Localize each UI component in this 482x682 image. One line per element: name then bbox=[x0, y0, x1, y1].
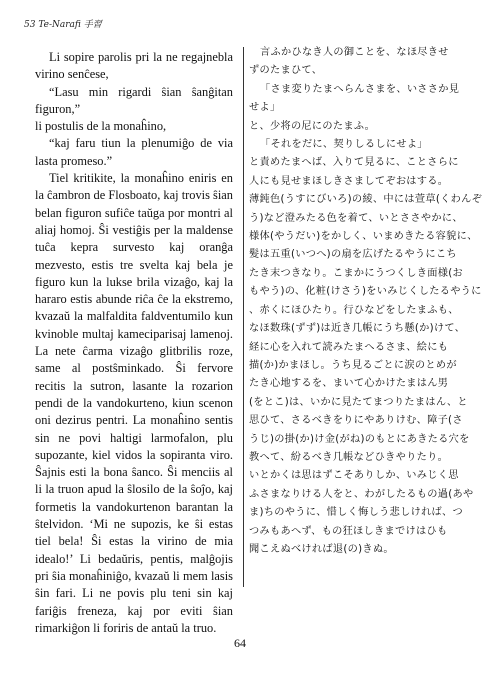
japanese-line: たき末つきなり。こまかにうつくしき面様(お bbox=[249, 267, 464, 279]
esperanto-column bbox=[35, 49, 233, 637]
japanese-line: ふさまなりける人をと、わがしたるもの過(あや bbox=[249, 488, 474, 500]
japanese-line: (をとこ)は、いかに見たてまつりたまはん、と bbox=[249, 396, 468, 408]
japanese-line: 様体(やうだい)をかしく、いまめきたる容貌に、 bbox=[249, 231, 478, 243]
japanese-line: 髪は五重(いつへ)の扇を広げたるやうにこち bbox=[249, 249, 457, 261]
japanese-line: うじ)の掛(か)け金(がね)のもとにあきたる穴を bbox=[249, 433, 470, 445]
japanese-line: 経に心を入れて読みたまへるさま、絵にも bbox=[249, 341, 449, 353]
japanese-line: ま)ちのやうに、惜しく悔しう悲しければ、つ bbox=[249, 507, 464, 519]
japanese-line: と、少将の尼にのたまふ。 bbox=[249, 120, 376, 132]
japanese-line: 、赤くにほひたり。行ひなどをしたまふも、 bbox=[249, 304, 459, 316]
japanese-line: いとかくは思はずこそありしか、いみじく思 bbox=[249, 470, 459, 482]
japanese-line: たき心地するを、まいて心かけたまはん男 bbox=[249, 378, 449, 390]
japanese-line: もやう)の、化粧(けさう)をいみじくしたるやうに bbox=[249, 286, 482, 298]
japanese-column bbox=[249, 44, 482, 559]
japanese-line: と責めたまへば、入りて見るに、ことさらに bbox=[249, 157, 459, 169]
page-number: 64 bbox=[234, 636, 246, 650]
japanese-line: 「さま変りたまへらんさまを、いささか見 bbox=[260, 83, 460, 95]
esperanto-paragraph: “Lasu min rigardi ŝian ŝanĝitan figuron,” bbox=[35, 84, 233, 116]
japanese-line: う)など澄みたる色を着て、いとささやかに、 bbox=[249, 212, 463, 224]
japanese-line: 言ふかひなき人の御ことを、なほ尽きせ bbox=[260, 47, 449, 58]
running-header: 53 Te-Narafi 手習 bbox=[24, 20, 102, 30]
esperanto-paragraph: li postulis de la monaĥino, bbox=[35, 119, 167, 134]
japanese-line: 人にも見せまほしきさましてぞおはする。 bbox=[249, 175, 449, 187]
japanese-line: 描(か)かまほし。うち見るごとに涙のとめが bbox=[249, 359, 457, 371]
japanese-line: 聞こえぬべければ退(の)きぬ。 bbox=[249, 543, 394, 555]
japanese-line: 薄鈍色(うすにびいろ)の綾、中には萱草(くわんぞ bbox=[249, 194, 482, 206]
japanese-line: ずのたまひて、 bbox=[249, 65, 323, 77]
japanese-line: なほ数珠(ずず)は近き几帳にうち懸(か)けて、 bbox=[249, 323, 466, 335]
esperanto-paragraph: Li sopire parolis pri la ne regajnebla virino senĉese, bbox=[35, 50, 233, 82]
japanese-line: つみもあへず、もの狂ほしきまでけはひも bbox=[249, 525, 448, 537]
esperanto-paragraph: “kaj faru tiun la plenumiĝo de via lasta promeso.” bbox=[35, 136, 233, 168]
japanese-line: せよ」 bbox=[249, 102, 281, 114]
esperanto-paragraph: Tiel kritikite, la monaĥino eniris en la ĉambron de Flosboato, kaj trovis ŝian belan figuron sufiĉe taŭga por montri al aliaj homoj. Ŝi vestiĝis per la maldense tuĉa kepra survesto kaj oranĝa mezvesto, estis tre svelta kaj bela je figuro kun la lukse brila vizaĝo, kaj la hararo estis abunde riĉa ĉe la ekstremo, kvazaŭ la malfaldita faldventumilo kun kvinoble multaj kameciparisaj lamenoj. La nete ĉarma vizaĝo glitbrilis roze, same al postŝminkado. Ŝi fervore recitis la sutron, lasante la rozarion pendi de la vandokurteno, kiun scenon oni dezirus pentri. La monaĥino sentis sin ne povi haltigi larmofalon, plu supozante, kiel vidos la sopiranta viro. Ŝajnis esti la bona ŝanco. Ŝi menciis al li la truon apud la ŝlosilo de la ŝoĵo, kaj formetis la vandokurtenon barantan la ŝtelvidon. ‘Mi ne supozis, ke ŝi estas tiel bela! Ŝi estas la virino de mia idealo!’ Li bedaŭris, pentis, malĝojis pri ŝia monaĥiniĝo, kvazaŭ li mem lasis ŝin fari. Li ne povis plu teni sin kaj fariĝis freneza, kaj por eviti ŝian rimarkiĝon li foriris de antaŭ la truo. bbox=[35, 171, 233, 635]
column-divider bbox=[243, 47, 244, 587]
japanese-line: 教へて、紛るべき几帳などひきやりたり。 bbox=[249, 451, 449, 463]
japanese-line: 「それをだに、契りしるしにせよ」 bbox=[260, 139, 428, 151]
japanese-line: 思ひて、さるべきをりにやありけむ、障子(さ bbox=[249, 415, 463, 427]
